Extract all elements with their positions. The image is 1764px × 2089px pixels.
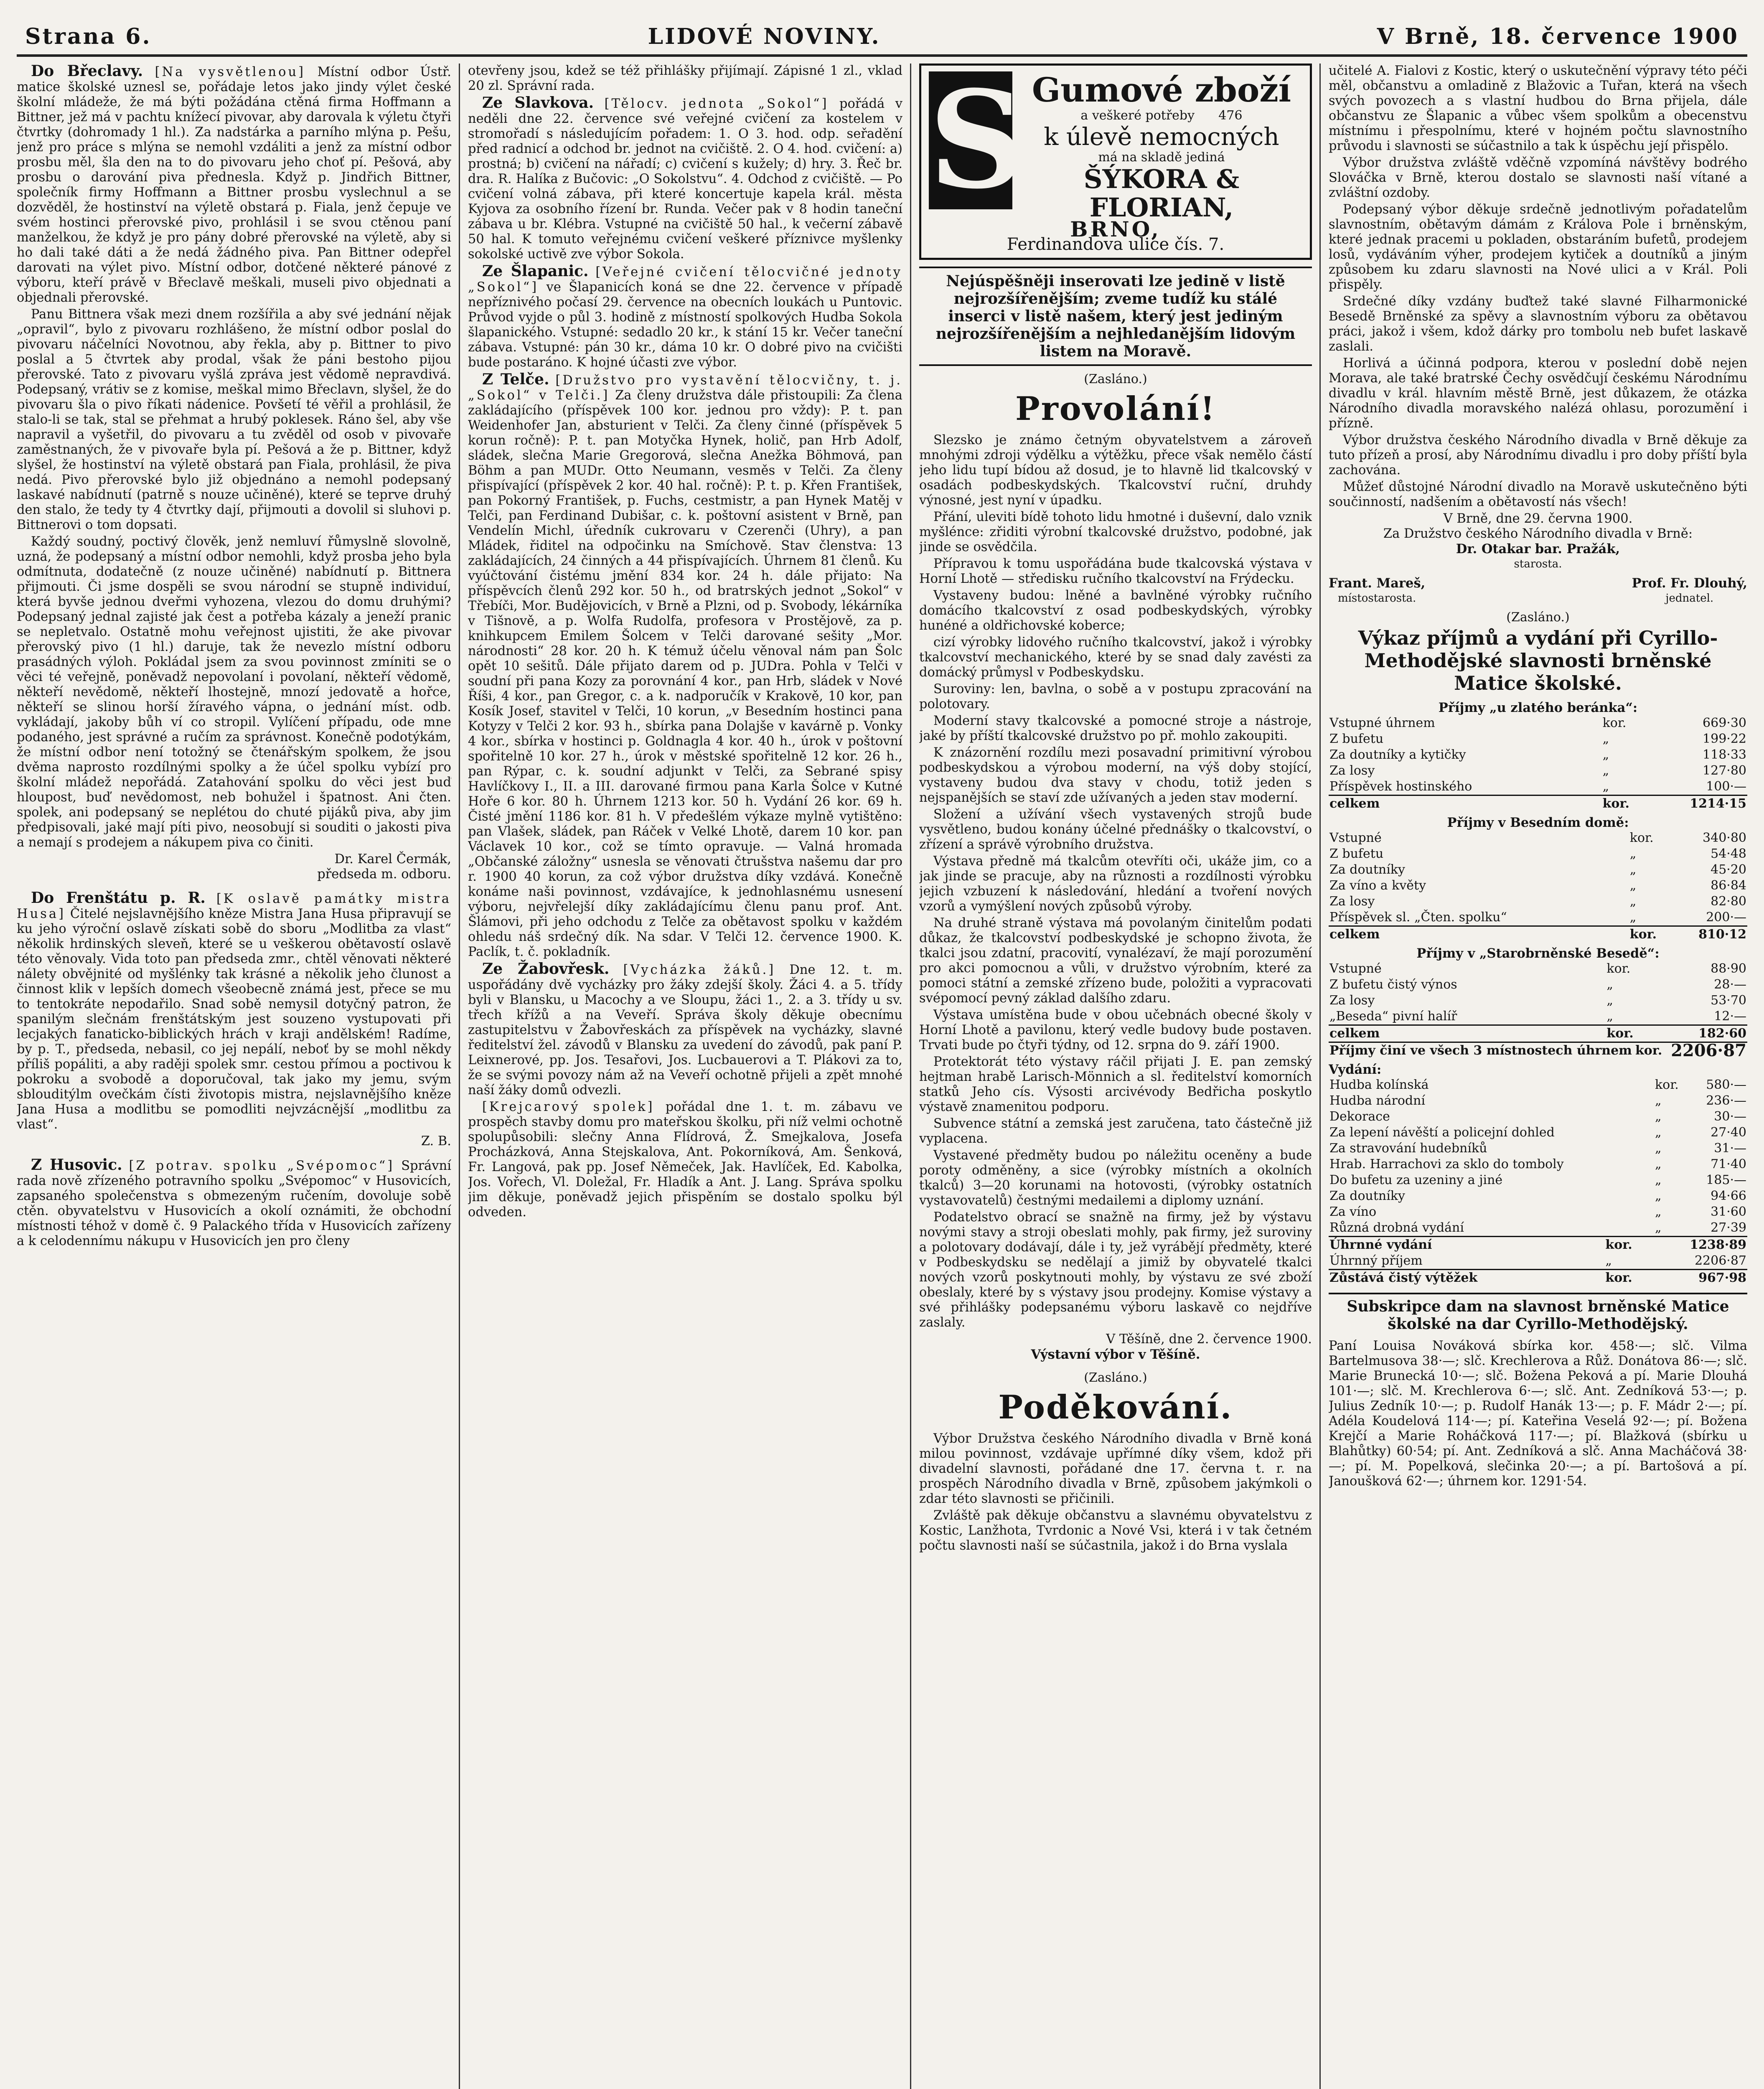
- article-heading: Do Frenštátu p. R.: [31, 889, 206, 907]
- proclamation-title: Provolání!: [1015, 390, 1216, 428]
- ledger-row: Úhrnné vydání kor. 1238·89: [1329, 1237, 1747, 1253]
- ledger-row: Za losy „ 53·70: [1329, 993, 1746, 1008]
- article-tag: [K oslavě památky mistra Husa]: [17, 892, 451, 921]
- ledger-row: Příspěvek sl. „Čten. spolku“ „ 200·—: [1329, 910, 1746, 925]
- thanks-chair: Dr. Otakar bar. Pražák, starosta.: [1456, 541, 1620, 570]
- expenses-heading: Vydání:: [1329, 1062, 1382, 1077]
- ledger-row: Vstupné kor. 88·90: [1329, 961, 1746, 976]
- column-2: [468, 64, 902, 2089]
- ledger-row: Zůstává čistý výtěžek kor. 967·98: [1329, 1270, 1747, 1286]
- article-zabovresky: Ze Žabovřesk. [Vycházka žáků.] Dne 12. t. m. uspořádány dvě vycházky pro žáky zdejší školy. Žáci 4. a 5. třídy byli v Blansku, u Macochy a ve Sloupu, žáci 1., 2. a 3. třídy u sv. třech křížů a na Veveří. Správa školy děkuje obecnímu zastupitelstvu v Žabovřeskách za příspěvek na vycházky, slavné ředitelství žel. závodů v Blansku za uvedení do závodů, pak paní P. Leixnerové, pp. Jos. Tesařovi, Jos. Lucbauerovi a T. Plákovi za to, že se svými povozy nám až na Veveří ochotně přijeli a zpět mnohé naší žáky domů odvezli.: [468, 960, 902, 1098]
- ad-city: BRNO,: [1070, 217, 1161, 241]
- ledger-row: celkem kor. 182·60: [1329, 1025, 1747, 1042]
- ledger-row: Za lepení návěští a policejní dohled „ 27·40: [1329, 1125, 1746, 1140]
- ledger-row: Vstupné kor. 340·80: [1329, 831, 1746, 845]
- ledger-row: Do bufetu za uzeniny a jiné „ 185·—: [1329, 1173, 1746, 1187]
- dateline: V Brně, 18. července 1900: [1377, 24, 1739, 49]
- ad-street: Ferdinandova ulice čís. 7.: [1007, 235, 1225, 254]
- ledger-row: Za stravování hudebníků „ 31·—: [1329, 1141, 1746, 1156]
- ledger-row: Hudba kolínská kor. 580·—: [1329, 1078, 1746, 1092]
- subscription-text: Paní Louisa Nováková sbírka kor. 458·—; slč. Vilma Bartelmusova 38·—; slč. Krechlerova a Růž. Donátova 86·—; slč. Marie Brunecká 10·—; slč. Božena Peková a pí. Marie Dlouhá 101·—; slč. M. Krechlerova 6·—; slč. Ant. Zedníková 53·—; p. Julius Zedník 10·—; p. Rudolf Hanák 13·—; p. F. Mádr 2·—; pí. Adéla Koudelová 114·—; pí. Kateřina Veselá 92·—; pí. Božena Krejčí a Marie Roháčková 117·—; pí. Blažková (sbírku u Blahůtky) 60·54; pí. Ant. Zedníková a slč. Anna Macháčová 38·—; pí. M. Popelková, slečinka 20·—; a pí. Bartošová a pí. Janoušková 62·—; úhrnem kor. 1291·54.: [1329, 1339, 1747, 1489]
- article-heading: Z Telče.: [482, 371, 549, 388]
- column-3: S Gumové zboží a veškeré potřeby 476 k úlevě nemocných má na skladě jediná ŠÝKORA & FLORIAN, BRNO, Ferdinandova ulice čís. 7. Nejúspěšněji inserovati lze jedině v listě nejrozšířenějším; zveme tudíž ku stálé inserci v listě našem, který jest jediným nejrozšířenějším a nejhledanějším lidovým listem na Moravě. (Zasláno.) Provolání! Slezsko je známo četným obyvatelstvem a zároveň mnohými zdroji výdělku a výtěžku, přece však nemělo částí jeho lidu tupí bídou až dosud, je to hlavně lid tkalcovský v osadách podbeskydských. Tkalcovství ruční, druhdy výnosné, jest nyní v úpadku. Přání, uleviti bídě tohoto lidu hmotné i duševní, dalo vznik myšlénce: zřiditi výrobní tkalcovské družstvo, podobné, jak jinde se osvědčila. Přípravou k tomu uspořádána bude tkalcovská výstava v Horní Lhotě — středisku ručního tkalcovství na Frýdecku. Vystaveny budou: lněné a bavlněné výrobky ručního domácího tkalcovství z osad podbeskydských, výrobky hunéné a oldřichovské koberce; cizí výrobky lidového ručního tkalcovství, jakož i výrobky tkalcovství mechanického, které by se snad daly zavésti za domácký průmysl v Podbeskydsku. Suroviny: len, bavlna, o sobě a v postupu zpracování na polotovary. Moderní stavy tkalcovské a pomocné stroje a nástroje, jaké by příští tkalcovské družstvo po př. mohlo zakoupiti. K znázornění rozdílu mezi posavadní primitivní výrobou podbeskydskou a výrobou moderní, na výš doby stojící, vystaveny budou dva stavy v chodu, totiž jeden s nejspanějších se staví zde užívaných a jeden stav moderní. Složení a užívání všech vystavených strojů bude vysvětleno, budou konány účelné přednášky o tkalcovství, o zřízení a správě výrobního družstva. Výstava předně má tkalcům otevříti oči, ukáže jim, co a jak jinde se pracuje, aby na různosti a rozdílnosti výrobku jejich vzbuzení k následování, hledání a tvoření nových vzorů a vymýšlení nových způsobů výroby. Na druhé straně výstava má povolaným činitelům podati důkaz, že tkalcovství podbeskydské je schopno života, že tkalci jsou zdatní, pracovití, vynalézaví, že mají porozumění pro akci pomocnou a vůli, v družstvo výrobním, které za pomoci státní a zemské zřízeno bude, položiti a vypracovati svépomocí pevný základ dalšího zdaru. Výstava umístěna bude v obou učebnách obecné školy v Horní Lhotě a pavilonu, který vedle budovy bude postaven. Trvati bude po čtyři týdny, od 12. srpna do 9. září 1900. Protektorát této výstavy ráčil přijati J. E. pan zemský hejtman hrabě Larisch-Mönnich a sl. ředitelství komorních statků Jeho cís. Výsosti arcivévody Bedřicha poskytlo výstavě znamenitou podporu. Subvence státní a zemská jest zaručena, tato částečně již vyplacena. Vystavené předměty budou po náležitu oceněny a bude poroty odměněny, a sice (výrobky místních a okolních tkalců) 3—20 korunami na hotovosti, (výrobky ostatních vystavovatelů) čestnými medailemi a diplomy uznání. Podatelstvo obrací se snažně na firmy, jež by výstavu novými stavy a stroji obeslati mohly, pak firmy, jež suroviny a polotovary dodávají, dále i ty, jež vyrábějí předměty, které v Podbeskydsku se nedělají a jimiž by obyvatelé tkalci nových vzorů poskytnouti mohly, by výstavu ze své zboží obeslaly, které by s výstavy jsou prodejny. Komise výstavy a své přihlášky podepsanému výboru laskavě co nejdříve zaslaly. V Těšíně, dne 2. července 1900. Výstavní výbor v Těšíně. (Zasláno.) Poděkování. Výbor Družstva českého Národního divadla v Brně koná milou povinnost, vzdávaje upřímné díky všem, kdož při divadelní slavnosti, pořádané dne 17. června t. r. na prospěch Národního divadla v Brně, způsobem jakýmkoli o zdar této slavnosti se přičinili. Zvláště pak děkuje občanstvu a slavnému obyvatelstvu z Kostic, Lanžhota, Tvrdonic a Nové Vsi, která i v tak četném počtu slavnosti naší se súčastnila, jakož i do Brna vyslala: [919, 64, 1312, 1553]
- ledger-row: Za doutníky „ 94·66: [1329, 1189, 1746, 1203]
- article-tag: [Veřejné cvičení tělocvičné jednoty „Sokol“]: [468, 265, 902, 295]
- article-tag: [Vycházka žáků.]: [623, 963, 776, 977]
- ledger-row: celkem kor. 810·12: [1329, 926, 1747, 943]
- proclamation-signature: V Těšíně, dne 2. července 1900. Výstavní výbor v Těšíně.: [1031, 1332, 1312, 1362]
- thanks-title: Poděkování.: [998, 1388, 1233, 1426]
- ledger-row: Příspěvek hostinského „ 100·—: [1329, 779, 1746, 794]
- income-table-1: [1329, 715, 1747, 812]
- article-tag: [Družstvo pro vystavění tělocvičny, t. j. „Sokol“ v Telči.]: [468, 373, 902, 403]
- article-signature: Dr. Karel Čermák, předseda m. odboru.: [317, 852, 451, 882]
- ad-title: Gumové zboží: [1032, 70, 1291, 109]
- thanks-org: Za Družstvo českého Národního divadla v Brně:: [1383, 526, 1693, 541]
- ledger-row: celkem kor. 1214·15: [1329, 795, 1747, 812]
- advertisement-sykora-florian: S Gumové zboží a veškeré potřeby 476 k úlevě nemocných má na skladě jediná ŠÝKORA & FLORIAN, BRNO, Ferdinandova ulice čís. 7.: [919, 64, 1312, 260]
- article-breclav: Do Břeclavy. [Na vysvětlenou] Místní odbor Ústř. matice školské uznesl se, pořádaje letos jako jindy výlet české školní mládeže, že má býti požádána ctěná firma Hoffmann a Bittner, jež má v pachtu knížecí pivovar, aby darovala k výletu čtyři čtvrtky (dohromady 1 hl.). Za nadstárka a parního mlýna p. Pešu, jenž pro práce s mlýna se nemohl vzdáliti a jenž za místní odbor prosbu měl, šla den na to do pivovaru jeho choť pí. Pešová, aby prosbu o darování piva přednesla. Když p. Jindřich Bittner, společník firmy Hoffmann a Bittner prosbu vyslechnul a se dozvěděl, že hostinství na výletě obstará p. Fiala, jenž čepuje ve svém hostinci přerovské pivo, prohlásil i se svou ctěnou paní manželkou, že když je pro pány dobré přerovské na výletě, aby si ho dali také dáti a že nedá žádného piva. Pan Bittner odepřel darovati na výlet pivo. Místní odbor, dotčené některé pánové z výboru, kteří právě v Břeclavě meškali, museli pivo objednati a objednali přerovské.: [17, 64, 451, 305]
- ledger-row: Za losy „ 127·80: [1329, 763, 1746, 778]
- article-tag: [Krejcarový spolek]: [482, 1100, 655, 1114]
- article-paragraph: Panu Bittnera však mezi dnem rozšířila a aby své jednání nějak „opravil“, bylo z pivovaru rozhlášeno, že místní odbor poslal do pivovaru náčelníci Novotnou, aby řekla, aby p. Bittner to pivo poslal a 5 čtvrtek aby prodal, však že páni bestoho pijou přerovské. Tato z pivovaru vyšlá zpráva jest vědomě nepravdivá. Podepsaný, vrátiv se z komise, meškal mimo Břeclavn, slyšel, že do pivovaru šla o pivo říkati nádenice. Povšetí té věřil a prohlásil, že stalo-li se tak, stal se přehmat a hrubý poklesek. Ráno šel, aby vše napravil a vyšetřil, do pivovaru a tu zvěděl od osob v pivovaře zaměstnaných, že v pivovaře byla pí. Pešová a že p. Bittner, když slyšel, že hostinství na výletě obstará pan Fiala, prohlásil, že piva nedá. Pivo přerovské bylo již objednáno a nemohl podepsaný laskavé nabídnutí (patrně s nouze učiněné), které se teprve druhý den stalo, že tedy ty 4 čtvrtky dají, přijmouti a dovolil si sluhovi p. Bittnerovi o tom dopsati.: [17, 307, 451, 532]
- expenses-table: [1329, 1077, 1747, 1236]
- article-telc: Z Telče. [Družstvo pro vystavění tělocvičny, t. j. „Sokol“ v Telči.] Za členy družstva dále přistoupili: Za člena zakládajícího (příspěvek 100 kor. jednou pro vždy): P. t. pan Weidenhofer Jan, absturient v Telči. Za členy činné (příspěvek 5 korun ročně): P. t. pan Motyčka Hynek, holič, pan Hrb Adolf, sládek, slečna Marie Gregorová, slečna Anežka Böhmová, pan Böhm a pan MUDr. Otto Neumann, vesměs v Telči. Za členy přispívající (příspěvek 2 kor. 40 hal. ročně): P. t. p. Křen František, pan Pokorný František, p. Fuchs, cestmistr, a pan Hynek Matěj v Telči, pan Ferdinand Dubišar, c. k. poštovní asistent v Brně, pan Vendelín Michl, úředník cukrovaru v Czerenči (Uhry), a pan Mládek, řiditel na odpočinku na Smíchově. Stav členstva: 13 zakládajících, 24 činných a 44 přispívajících. Úhrnem 81 členů. Ku vyúčtování čistému jmění 834 kor. 24 h. dále přijato: Na příspěvcích členů 292 kor. 50 h., od bratrských jednot „Sokol“ v Třebíči, Mor. Budějovicích, v Brně a Plzni, od p. Svobody, lékárníka v Tišnově, a p. Wolfa Rudolfa, profesora v Prostějově, za p. knihkupcem Emilem Šolcem v Telči darované sešity „Mor. národnosti“ 28 kor. 20 h. K témuž účelu věnoval nám pan Šolc opět 10 sešitů. Dále přijato darem od p. JUDra. Pohla v Telči v soudní při pana Kozy za porovnání 4 kor., pan Hrb, sládek v Nové Říši, 4 kor., pan Gregor, c. a k. nadporučík v Krakově, 10 kor, pan Kosík Josef, stavitel v Telči, 10 korun, „v Besedním hostinci pana Kotyzy v Telči 2 kor. 93 h., sbírka pana Dolajše v kavárně p. Vonky 4 kor., sbírka v hostinci p. Goldnagla 4 kor. 40 h., úrok v poštovní spořitelně 10 kor. 27 h., úrok v městské spořitelně 12 kor. 26 h., pan Rýpar, c. k. soudní adjunkt v Telči, za Sebrané spisy Havlíčkovy I., II. a III. darované firmou pana Karla Šolce v Kutné Hoře 6 kor. 80 h. Úhrnem 1213 kor. 50 h. Vydání 26 kor. 69 h. Čisté jmění 1186 kor. 81 h. V předešlém výkaze mylně vytištěno: pan Vlašek, sládek, pan Ráček v Velké Lhotě, darem 10 kor. pan Václavek 10 kor., což se tímto opravuje. — Valná hromada „Občanské záložny“ usnesla se věnovati čtrušstva našemu dar pro r. 1900 40 korun, za což výbor družstva díky vzdává. Konečně konáme naši povinnost, vzdávajíce, k jednohlasnému usnesení výboru, nejvřelejší díky zakládajícímu členu panu prof. Ant. Šlámovi, při jeho odchodu z Telče za obětavost spolku v každém ohledu náš srdečný dík. Na sdar. V Telči 12. července 1900. K. Paclík, t. č. pokladník.: [468, 371, 902, 959]
- article-heading: Z Husovic.: [31, 1156, 122, 1174]
- article-paragraph: Každý soudný, poctivý člověk, jenž nemluví řůmyslně slovolně, uzná, že podepsaný a místní odbor nemohli, když prosba jeho byla odmítnuta, dodatečně (z nouze učiněné) nabídnutí p. Bittnera přijmouti. Či jsme dospěli se svou národní se stupně individuí, která byvše jednou dveřmi vyhozena, vlezou do domu druhými? Podepsaný jednal zajisté jak čest a potřeba kázaly a jeneží pranic se nepletvalo. Ostatně mohu veřejnost ujistiti, že ake pivovar přerovský pivo (1 hl.) daruje, tak že nevezlo místní odboru prasádných výloh. Pokládal jsem za svou povinnost zmíniti se o věci té veřejně, poněvadž nepovolaní i povolaní, někteří vědomě, někteří nevědomě, někteří lhostejně, mnozí jedovatě a hořce, někteří se slinou horší žíravého vápna, o jednání míst. odb. vykládají, jakoby bůh ví co stropil. Vylíčení případu, ode mne podaného, jest správné a ručím za správnost. Konečně podotýkám, že místní odbor není totožný se čtenářským spolkem, že jsou dvěma naprosto rozdílnými spolky a že účel spolku vybízí pro školní mládež nepořádá. Zatahování spolku do věci jest buď hloupost, buď nevědomost, neb bohužel i špatnost. Ani čten. spolek, ani podepsaný se neplétou do chuté pijáků piva, aby jim předpisovali, jaké mají píti pivo, neosobují si souditi o jakosti piva a nemají s prodejem a nákupem piva co činiti.: [17, 534, 451, 850]
- income-sum: Příjmy činí ve všech 3 místnostech úhrnem kor. 2206·87: [1329, 1041, 1746, 1060]
- ledger-row: Z bufetu „ 199·22: [1329, 732, 1746, 746]
- ledger-row: Různá drobná vydání „ 27·39: [1329, 1220, 1746, 1235]
- article-heading: Do Břeclavy.: [31, 64, 143, 80]
- thanks-signatures: Frant. Mareš, místostarosta. Prof. Fr. Dlouhý, jednatel.: [1329, 576, 1747, 605]
- ledger-row: Za losy „ 82·80: [1329, 894, 1746, 909]
- page-number: Strana 6.: [25, 24, 152, 49]
- article-tag: [Tělocv. jednota „Sokol“]: [604, 97, 829, 111]
- article-slapanice: Ze Šlapanic. [Veřejné cvičení tělocvičné jednoty „Sokol“] ve Šlapanicích koná se dne 22. července v případě nepříznivého počasí 29. července na obecních loukách u Puntovic. Průvod vyjde o půl 3. hodině z místností spolkových Hudba Sokola šlapanického. Vstupné: sedadlo 20 kr., k stání 15 kr. Večer taneční zábava. Vstupné: pán 30 kr., dáma 10 kr. O dobré pivo na cvičišti bude postaráno. K hojné účasti zve výbor.: [468, 262, 902, 370]
- article-tag: [Na vysvětlenou]: [155, 65, 306, 79]
- newspaper-page: [17, 17, 1747, 2089]
- article-heading: Ze Žabovřesk.: [482, 960, 610, 978]
- article-tag: [Z potrav. spolku „Svépomoc“]: [129, 1159, 395, 1173]
- income-section-heading: Příjmy v Besedním domě:: [1447, 815, 1629, 830]
- article-signature: Z. B.: [421, 1134, 451, 1149]
- ledger-row: Z bufetu „ 54·48: [1329, 846, 1746, 861]
- article-heading: Ze Šlapanic.: [482, 262, 589, 280]
- ad-initial-letter: S: [929, 64, 1026, 219]
- ad-firm: ŠÝKORA & FLORIAN,: [1083, 164, 1240, 223]
- ledger-row: Z bufetu čistý výnos „ 28·—: [1329, 977, 1746, 992]
- ledger-row: Hrab. Harrachovi za sklo do tomboly „ 71·40: [1329, 1157, 1746, 1172]
- article-krejcarovy: [Krejcarový spolek] pořádal dne 1. t. m. zábavu ve prospěch stavby domu pro mateřskou školku, při níž velmi ochotně spolupůsobili: slečny Anna Flídrová, Ž. Smejkalova, Josefa Procházková, Anna Stejskalova, Ant. Pokorníková, Am. Šenková, Fr. Langová, pak pp. Josef Němeček, Jak. Havlíček, Ed. Kabolka, Jos. Vořech, Vl. Doležal, Fr. Hladík a Ant. J. Lang. Správa spolku jim děkuje, poněvadž jejich přispěním se dostalo spolku býl odveden.: [468, 1100, 902, 1220]
- ledger-row: „Beseda“ pivní halíř „ 12·—: [1329, 1009, 1746, 1024]
- article-frenstat: Do Frenštátu p. R. [K oslavě památky mistra Husa] Čitelé nejslavnějšího kněze Mistra Jana Husa připravují se ku jeho výroční oslavě získati sobě do sboru „Modlitba za vlast“ několik hrdinských sleveň, které se u veškerou obětavostí oslavě této věnovaly. Vida toto pan předseda zmr., chtěl věnovati některé nálety obvějnité od myšlénky tak krásné a několik jeho člunost a činnost klik v lepších domech všeobecně známá jest, přece se mu to tentokráte nepodařilo. Snad sobě nemysil dotyčný patron, že spanilým slečnám frenštátským jest souzeno vystupovati při lecjakých fanaticko-biblických hrách v kraji andělském! Radíme, by p. T., předseda, nebasil, co jej nepálí, neboť by se mohl někdy příliš popáliti, a aby raději spolek smr. cestou přímou a poctivou k pokroku a svobodě a doporučoval, tak jako my jemu, svým sblouditýlm ovečkám čísti životopis mistra, nejslavnějšího kněze Jana Husa a modlitbu se pomodliti nejvzácnější „modlitbu za vlast“.: [17, 889, 451, 1132]
- column-rule: [910, 64, 911, 2089]
- masthead: LIDOVÉ NOVINY.: [648, 24, 881, 49]
- ledger-row: Hudba národní „ 236·—: [1329, 1093, 1746, 1108]
- ledger-row: Vstupné úhrnem kor. 669·30: [1329, 716, 1746, 730]
- column-1: [17, 64, 451, 2089]
- page-header: [17, 17, 1747, 57]
- ledger-row: Za víno a květy „ 86·84: [1329, 878, 1746, 893]
- column-rule: [459, 64, 460, 2089]
- ledger-row: Za doutníky a kytičky „ 118·33: [1329, 747, 1746, 762]
- report-title: Výkaz příjmů a vydání při Cyrillo-Methodějské slavnosti brněnské Matice školské.: [1358, 627, 1718, 694]
- subscription-title: Subskripce dam na slavnost brněnské Matice školské na dar Cyrillo-Methodějský.: [1329, 1293, 1747, 1333]
- article-continuation: otevřeny jsou, kdež se též přihlášky přijímají. Zápisné 1 zl., vklad 20 zl. Správní rada.: [468, 64, 902, 93]
- ledger-row: Dekorace „ 30·—: [1329, 1109, 1746, 1124]
- insertion-notice: Nejúspěšněji inserovati lze jedině v listě nejrozšířenějším; zveme tudíž ku stálé inserci v listě našem, který jest jediným nejrozšířenějším a nejhledanějším lidovým listem na Moravě.: [919, 267, 1312, 366]
- column-4: učitelé A. Fialovi z Kostic, který o uskutečnění výpravy této péči měl, občanstvu a omladině z Blažovic a Tuřan, která na všech svých povozech a s vlastní hudbou do Brna přijela, dále občanstvu ze Šlapanic a vůbec všem spolkům a obecenstvu místnímu i přespolnímu, které v hojném počtu slavnostního průvodu i slavnosti se súčastnilo a tak k úspěchu její přispělo. Výbor družstva zvláště vděčně vzpomíná návštěvy bodrého Slováčka v Brně, kterou dostalo se slavnosti naší vítané a zvláštní ozdoby. Podepsaný výbor děkuje srdečně jednotlivým pořadatelům slavnostním, obětavým dámám z Králova Pole i brněnským, které jednak pracemi u pokladen, obstaráním bufetů, prodejem losů, vydáváním výher, prodejem kytiček a doutníků a jiným způsobem ku zdaru slavnosti na Nové ulici a v Král. Poli přispěly. Srdečné díky vzdány buďtež také slavné Filharmonické Besedě Brněnské za spěvy a slavnostním výboru za obětavou práci, jakož i všem, kdož dárky pro tombolu neb bufet laskavě zaslali. Horlivá a účinná podpora, kterou v poslední době nejen Morava, ale také bratrské Čechy osvědčují českému Národnímu divadlu v král. hlavním městě Brně, jest důkazem, že otázka Národního divadla moravského nalézá ohlasu, porozumění i přízně. Výbor družstva českého Národního divadla v Brně děkuje za tuto přízeň a prosí, aby Národnímu divadlu i pro doby příští byla zachována. Můžeť důstojné Národní divadlo na Moravě uskutečněno býti součinností, nadšením a obětavostí nás všech! V Brně, dne 29. června 1900. Za Družstvo českého Národního divadla v Brně: Dr. Otakar bar. Pražák, starosta. Frant. Mareš, místostarosta. Prof. Fr. Dlouhý, jednatel. (Zasláno.) Výkaz příjmů a vydání při Cyrillo-Methodějské slavnosti brněnské Matice školské. Příjmy „u zlatého beránka“: Vstupné úhrnem kor. 669·30 Z bufetu „ 199·22 Za doutníky a kytičky „ 118·33 Za losy „ 127·80 Příspěvek hostinského „ 100·— celkem kor. 1214·15 Příjmy v Besedním domě: Vstupné kor. 340·80 Z bufetu „ 54·48 Za doutníky „ 45·20 Za víno a květy „ 86·84 Za losy „ 82·80 Příspěvek sl. „Čten. spolku“ „ 200·— celkem kor. 810·12 Příjmy v „Starobrněnské Besedě“: Vstupné kor. 88·90 Z bufetu čistý výnos „ 28·— Za losy „ 53·70 „Beseda“ pivní halíř „ 12·— celkem kor. 182·60 Příjmy činí ve všech 3 místnostech úhrnem kor. 2206·87 Vydání: Hudba kolínská kor. 580·— Hudba národní „ 236·— Dekorace „ 30·— Za lepení návěští a policejní dohled „ 27·40 Za stravování hudebníků „ 31·— Hrab. Harrachovi za sklo do tomboly „ 71·40 Do bufetu za uzeniny a jiné „ 185·— Za doutníky „ 94·66 Za víno „ 31·60 Různá drobná vydání „ 27·39 Úhrnné vydání kor. 1238·89 Úhrnný příjem „ 2206·87 Zůstává čistý výtěžek kor. 967·98 Subskripce dam na slavnost brněnské Matice školské na dar Cyrillo-Methodějský. Paní Louisa Nováková sbírka kor. 458·—; slč. Vilma Bartelmusova 38·—; slč. Krechlerova a Růž. Donátova 86·—; slč. Marie Brunecká 10·—; slč. Božena Peková a pí. Marie Dlouhá 101·—; slč. M. Krechlerova 6·—; slč. Ant. Zedníková 53·—; p. Julius Zedník 10·—; p. Rudolf Hanák 13·—; p. F. Mádr 2·—; pí. Adéla Koudelová 114·—; pí. Kateřina Veselá 92·—; pí. Božena Krejčí a Marie Roháčková 117·—; pí. Blažková (sbírku u Blahůtky) 60·54; pí. Ant. Zedníková a slč. Anna Macháčová 38·—; pí. M. Popelková, slečinka 20·—; a pí. Bartošová a pí. Janoušková 62·—; úhrnem kor. 1291·54.: [1329, 64, 1747, 1489]
- income-table-3: [1329, 961, 1747, 1042]
- ledger-row: Za víno „ 31·60: [1329, 1205, 1746, 1219]
- income-section-heading: Příjmy „u zlatého beránka“:: [1438, 700, 1638, 715]
- ledger-row: Úhrnný příjem „ 2206·87: [1329, 1253, 1746, 1268]
- ledger-row: Za doutníky „ 45·20: [1329, 862, 1746, 877]
- column-rule: [1319, 64, 1321, 2089]
- thanks-dateline: V Brně, dne 29. června 1900.: [1443, 511, 1633, 526]
- article-heading: Ze Slavkova.: [482, 94, 594, 112]
- income-table-2: [1329, 830, 1747, 943]
- income-section-heading: Příjmy v „Starobrněnské Besedě“:: [1416, 946, 1660, 961]
- article-husovice: Z Husovic. [Z potrav. spolku „Svépomoc“] Správní rada nově zřízeného potravního spolku „Svépomoc“ v Husovicích, zapsaného společenstva s obmezeným ručením, dovoluje sobě ctěn. obyvatelstvu v Husovicích a okolí oznámiti, že obchodní místnosti téhož v domě č. 9 Palackého třída v Husovicích zařízeny a k celodennímu nákupu v Husovicích jen pro členy: [17, 1156, 451, 1248]
- report-totals: [1329, 1236, 1747, 1286]
- article-slavkov: Ze Slavkova. [Tělocv. jednota „Sokol“] pořádá v neděli dne 22. července své veřejné cvičení za kostelem v stromořadí s následujícím pořadem: 1. O 3. hod. odp. seřadění před radnicí a odchod br. jednot na cvičiště. 2. O 4. hod. cvičení: a) prostná; b) cvičení na nářadí; c) cvičení s kužely; d) hry. 3. Řeč br. dra. R. Halíka z Bučovic: „O Sokolstvu“. 4. Odchod z cvičiště. — Po cvičení volná zábava, při které koncertuje kapela král. města Kyjova za osobního řízení br. Runda. Večer pak v 8 hodin taneční zábava u br. Klébra. Vstupné na cvičiště 50 hal., k večerní zábavě 50 hal. K tomuto veřejnému cvičení veškeré příznivce myšlenky sokolské uctivě zve výbor Sokola.: [468, 94, 902, 262]
